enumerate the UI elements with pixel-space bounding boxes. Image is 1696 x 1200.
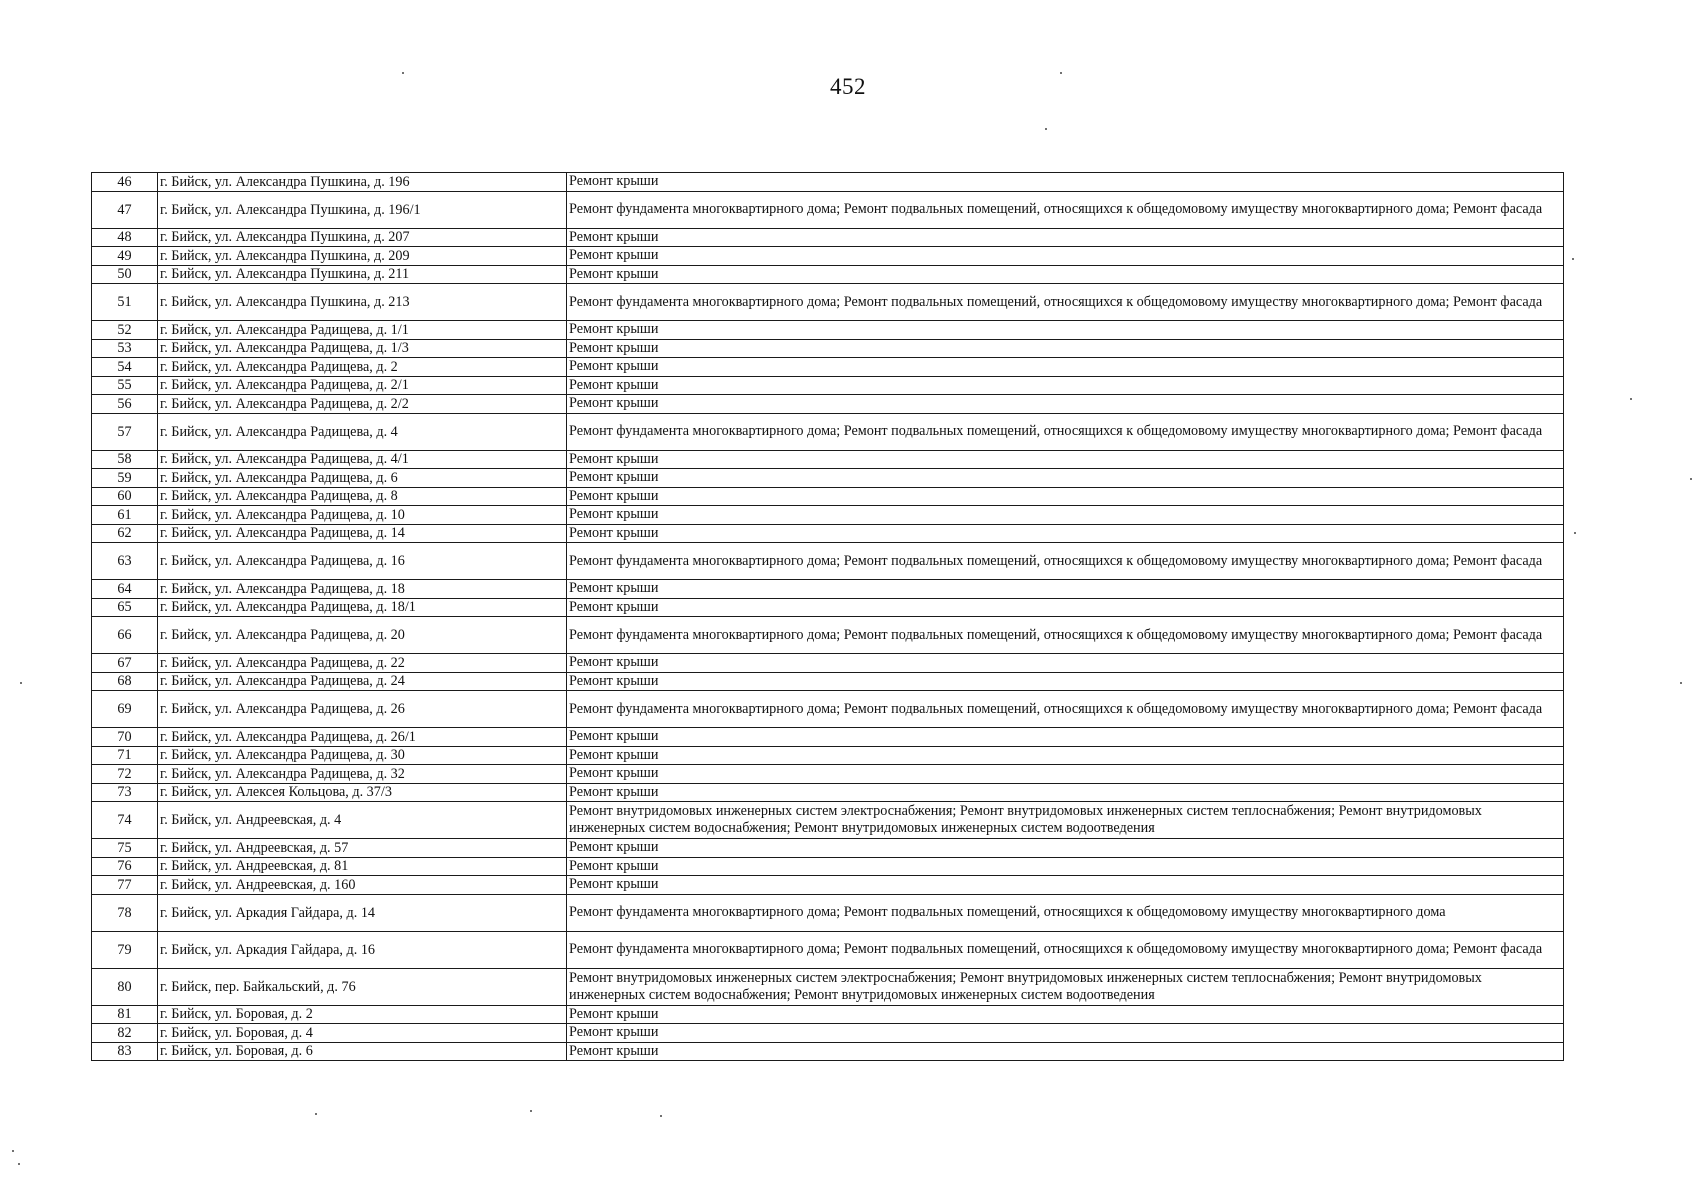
- row-address: г. Бийск, ул. Александра Радищева, д. 32: [158, 765, 567, 784]
- scan-speck: [1630, 398, 1632, 400]
- row-work-type: Ремонт фундамента многоквартирного дома; Ремонт подвальных помещений, относящихся к общедомовому имуществу многоквартирного дома: [567, 894, 1564, 931]
- row-address: г. Бийск, ул. Аркадия Гайдара, д. 16: [158, 931, 567, 968]
- row-address: г. Бийск, ул. Александра Пушкина, д. 213: [158, 284, 567, 321]
- row-number: 77: [92, 876, 158, 895]
- row-address: г. Бийск, ул. Александра Радищева, д. 18: [158, 580, 567, 599]
- row-number: 60: [92, 487, 158, 506]
- row-address: г. Бийск, ул. Александра Радищева, д. 26/1: [158, 728, 567, 747]
- table-row: [92, 469, 1564, 488]
- table-row: [92, 968, 1564, 1005]
- table-row: [92, 857, 1564, 876]
- row-number: 78: [92, 894, 158, 931]
- row-address: г. Бийск, ул. Александра Радищева, д. 1/3: [158, 339, 567, 358]
- row-number: 49: [92, 247, 158, 266]
- row-address: г. Бийск, ул. Александра Радищева, д. 24: [158, 672, 567, 691]
- table-row: [92, 654, 1564, 673]
- row-work-type: Ремонт крыши: [567, 1024, 1564, 1043]
- scan-speck: [1680, 682, 1682, 684]
- table-row: [92, 284, 1564, 321]
- row-number: 68: [92, 672, 158, 691]
- table-row: [92, 1005, 1564, 1024]
- row-address: г. Бийск, ул. Андреевская, д. 160: [158, 876, 567, 895]
- page-number: 452: [830, 74, 866, 99]
- scan-speck: [530, 1110, 532, 1112]
- row-number: 50: [92, 265, 158, 284]
- scan-speck: [1045, 128, 1047, 130]
- row-number: 76: [92, 857, 158, 876]
- row-number: 46: [92, 173, 158, 192]
- row-address: г. Бийск, пер. Байкальский, д. 76: [158, 968, 567, 1005]
- row-work-type: Ремонт крыши: [567, 506, 1564, 525]
- row-address: г. Бийск, ул. Александра Радищева, д. 4/1: [158, 450, 567, 469]
- row-work-type: Ремонт крыши: [567, 376, 1564, 395]
- row-work-type: Ремонт крыши: [567, 321, 1564, 340]
- row-work-type: Ремонт крыши: [567, 839, 1564, 858]
- scan-speck: [1060, 72, 1062, 74]
- table-row: [92, 839, 1564, 858]
- table-row: [92, 580, 1564, 599]
- table-row: [92, 247, 1564, 266]
- row-work-type: Ремонт крыши: [567, 1042, 1564, 1061]
- row-address: г. Бийск, ул. Александра Радищева, д. 22: [158, 654, 567, 673]
- table-row: [92, 228, 1564, 247]
- row-work-type: Ремонт фундамента многоквартирного дома; Ремонт подвальных помещений, относящихся к общедомовому имуществу многоквартирного дома; Ремонт фасада: [567, 413, 1564, 450]
- table-row: [92, 894, 1564, 931]
- row-number: 57: [92, 413, 158, 450]
- row-number: 62: [92, 524, 158, 543]
- table-row: [92, 358, 1564, 377]
- row-address: г. Бийск, ул. Андреевская, д. 57: [158, 839, 567, 858]
- row-work-type: Ремонт крыши: [567, 524, 1564, 543]
- row-number: 66: [92, 617, 158, 654]
- row-number: 52: [92, 321, 158, 340]
- row-address: г. Бийск, ул. Алексея Кольцова, д. 37/3: [158, 783, 567, 802]
- scan-speck: [1572, 258, 1574, 260]
- row-address: г. Бийск, ул. Александра Радищева, д. 8: [158, 487, 567, 506]
- row-address: г. Бийск, ул. Александра Радищева, д. 4: [158, 413, 567, 450]
- table-row: [92, 265, 1564, 284]
- row-number: 83: [92, 1042, 158, 1061]
- row-address: г. Бийск, ул. Александра Радищева, д. 2/2: [158, 395, 567, 414]
- row-number: 74: [92, 802, 158, 839]
- row-work-type: Ремонт крыши: [567, 728, 1564, 747]
- row-number: 47: [92, 191, 158, 228]
- row-number: 71: [92, 746, 158, 765]
- table-row: [92, 321, 1564, 340]
- row-address: г. Бийск, ул. Александра Пушкина, д. 211: [158, 265, 567, 284]
- row-work-type: Ремонт крыши: [567, 358, 1564, 377]
- row-number: 54: [92, 358, 158, 377]
- row-number: 73: [92, 783, 158, 802]
- row-work-type: Ремонт фундамента многоквартирного дома; Ремонт подвальных помещений, относящихся к общедомовому имуществу многоквартирного дома; Ремонт фасада: [567, 284, 1564, 321]
- table-row: [92, 746, 1564, 765]
- row-address: г. Бийск, ул. Александра Пушкина, д. 196/1: [158, 191, 567, 228]
- row-work-type: Ремонт фундамента многоквартирного дома; Ремонт подвальных помещений, относящихся к общедомовому имуществу многоквартирного дома; Ремонт фасада: [567, 617, 1564, 654]
- row-address: г. Бийск, ул. Александра Радищева, д. 1/1: [158, 321, 567, 340]
- table-row: [92, 672, 1564, 691]
- row-address: г. Бийск, ул. Александра Радищева, д. 26: [158, 691, 567, 728]
- scan-speck: [20, 682, 22, 684]
- row-address: г. Бийск, ул. Александра Радищева, д. 18/1: [158, 598, 567, 617]
- table-row: [92, 524, 1564, 543]
- table-row: [92, 931, 1564, 968]
- table-row: [92, 691, 1564, 728]
- row-work-type: Ремонт крыши: [567, 487, 1564, 506]
- row-number: 79: [92, 931, 158, 968]
- row-number: 56: [92, 395, 158, 414]
- table-row: [92, 1024, 1564, 1043]
- row-address: г. Бийск, ул. Андреевская, д. 81: [158, 857, 567, 876]
- row-number: 75: [92, 839, 158, 858]
- row-number: 58: [92, 450, 158, 469]
- row-number: 53: [92, 339, 158, 358]
- row-number: 80: [92, 968, 158, 1005]
- scan-speck: [1574, 532, 1576, 534]
- row-address: г. Бийск, ул. Боровая, д. 6: [158, 1042, 567, 1061]
- row-address: г. Бийск, ул. Аркадия Гайдара, д. 14: [158, 894, 567, 931]
- row-work-type: Ремонт внутридомовых инженерных систем электроснабжения; Ремонт внутридомовых инженерных систем теплоснабжения; Ремонт внутридомовых инженерных систем водоснабжения; Ремонт внутридомовых инженерных систем водоотведения: [567, 802, 1564, 839]
- row-address: г. Бийск, ул. Боровая, д. 2: [158, 1005, 567, 1024]
- row-number: 59: [92, 469, 158, 488]
- table-row: [92, 506, 1564, 525]
- row-work-type: Ремонт фундамента многоквартирного дома; Ремонт подвальных помещений, относящихся к общедомовому имуществу многоквартирного дома; Ремонт фасада: [567, 543, 1564, 580]
- row-work-type: Ремонт крыши: [567, 173, 1564, 192]
- row-work-type: Ремонт крыши: [567, 654, 1564, 673]
- scan-speck: [18, 1163, 20, 1165]
- scan-speck: [315, 1113, 317, 1115]
- scan-speck: [12, 1150, 14, 1152]
- row-number: 70: [92, 728, 158, 747]
- row-address: г. Бийск, ул. Александра Радищева, д. 10: [158, 506, 567, 525]
- table-row: [92, 339, 1564, 358]
- row-number: 61: [92, 506, 158, 525]
- row-work-type: Ремонт внутридомовых инженерных систем электроснабжения; Ремонт внутридомовых инженерных систем теплоснабжения; Ремонт внутридомовых инженерных систем водоснабжения; Ремонт внутридомовых инженерных систем водоотведения: [567, 968, 1564, 1005]
- row-number: 65: [92, 598, 158, 617]
- row-work-type: Ремонт крыши: [567, 265, 1564, 284]
- row-number: 67: [92, 654, 158, 673]
- row-address: г. Бийск, ул. Александра Радищева, д. 2: [158, 358, 567, 377]
- row-work-type: Ремонт крыши: [567, 1005, 1564, 1024]
- table-row: [92, 765, 1564, 784]
- row-number: 55: [92, 376, 158, 395]
- table-row: [92, 876, 1564, 895]
- table-row: [92, 598, 1564, 617]
- row-number: 72: [92, 765, 158, 784]
- row-work-type: Ремонт крыши: [567, 395, 1564, 414]
- row-work-type: Ремонт фундамента многоквартирного дома; Ремонт подвальных помещений, относящихся к общедомовому имуществу многоквартирного дома; Ремонт фасада: [567, 191, 1564, 228]
- repair-schedule-table: [91, 172, 1564, 1061]
- table-row: [92, 783, 1564, 802]
- row-address: г. Бийск, ул. Александра Радищева, д. 14: [158, 524, 567, 543]
- row-address: г. Бийск, ул. Александра Пушкина, д. 209: [158, 247, 567, 266]
- row-number: 51: [92, 284, 158, 321]
- row-work-type: Ремонт крыши: [567, 247, 1564, 266]
- row-work-type: Ремонт крыши: [567, 783, 1564, 802]
- row-number: 63: [92, 543, 158, 580]
- table-row: [92, 1042, 1564, 1061]
- row-address: г. Бийск, ул. Боровая, д. 4: [158, 1024, 567, 1043]
- row-work-type: Ремонт крыши: [567, 746, 1564, 765]
- row-number: 64: [92, 580, 158, 599]
- scan-speck: [1690, 478, 1692, 480]
- row-work-type: Ремонт крыши: [567, 857, 1564, 876]
- row-address: г. Бийск, ул. Андреевская, д. 4: [158, 802, 567, 839]
- row-work-type: Ремонт крыши: [567, 672, 1564, 691]
- table-row: [92, 487, 1564, 506]
- table-row: [92, 173, 1564, 192]
- table-row: [92, 728, 1564, 747]
- row-number: 48: [92, 228, 158, 247]
- row-work-type: Ремонт крыши: [567, 228, 1564, 247]
- table-row: [92, 543, 1564, 580]
- row-address: г. Бийск, ул. Александра Пушкина, д. 196: [158, 173, 567, 192]
- row-work-type: Ремонт фундамента многоквартирного дома; Ремонт подвальных помещений, относящихся к общедомовому имуществу многоквартирного дома; Ремонт фасада: [567, 691, 1564, 728]
- row-address: г. Бийск, ул. Александра Радищева, д. 2/1: [158, 376, 567, 395]
- row-address: г. Бийск, ул. Александра Радищева, д. 20: [158, 617, 567, 654]
- table-row: [92, 802, 1564, 839]
- row-number: 81: [92, 1005, 158, 1024]
- table-row: [92, 395, 1564, 414]
- row-number: 69: [92, 691, 158, 728]
- row-work-type: Ремонт крыши: [567, 765, 1564, 784]
- table-row: [92, 617, 1564, 654]
- row-work-type: Ремонт крыши: [567, 580, 1564, 599]
- row-address: г. Бийск, ул. Александра Радищева, д. 6: [158, 469, 567, 488]
- table-row: [92, 376, 1564, 395]
- table-row: [92, 191, 1564, 228]
- row-address: г. Бийск, ул. Александра Радищева, д. 30: [158, 746, 567, 765]
- row-work-type: Ремонт крыши: [567, 450, 1564, 469]
- row-number: 82: [92, 1024, 158, 1043]
- row-address: г. Бийск, ул. Александра Радищева, д. 16: [158, 543, 567, 580]
- scan-speck: [660, 1115, 662, 1117]
- table-body: [92, 173, 1564, 1061]
- row-work-type: Ремонт крыши: [567, 339, 1564, 358]
- row-work-type: Ремонт крыши: [567, 876, 1564, 895]
- scan-speck: [402, 72, 404, 74]
- table-row: [92, 450, 1564, 469]
- table-row: [92, 413, 1564, 450]
- row-address: г. Бийск, ул. Александра Пушкина, д. 207: [158, 228, 567, 247]
- row-work-type: Ремонт фундамента многоквартирного дома; Ремонт подвальных помещений, относящихся к общедомовому имуществу многоквартирного дома; Ремонт фасада: [567, 931, 1564, 968]
- row-work-type: Ремонт крыши: [567, 598, 1564, 617]
- row-work-type: Ремонт крыши: [567, 469, 1564, 488]
